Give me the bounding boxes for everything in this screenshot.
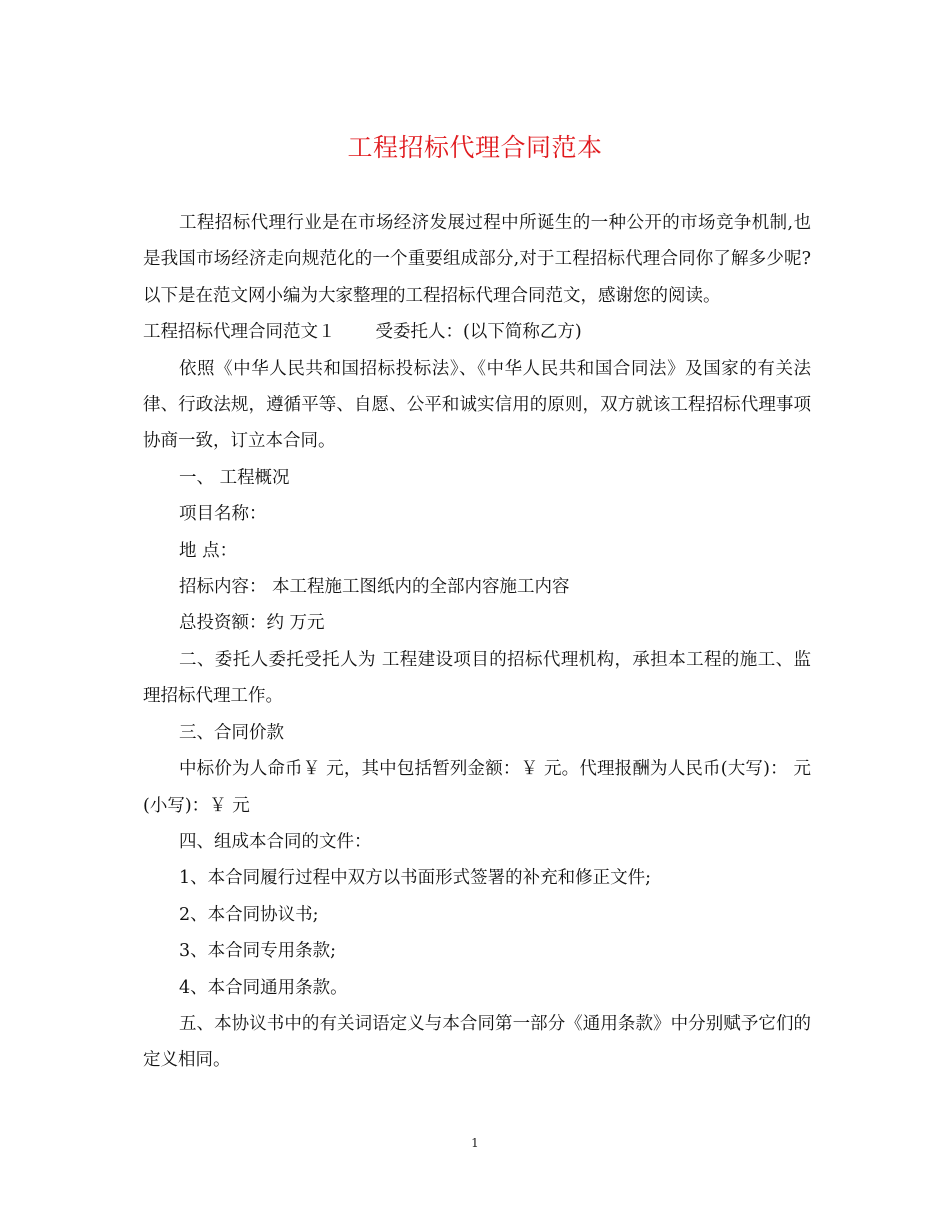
doc-list-item: 3、本合同专用条款; (179, 941, 337, 962)
price-paragraph: 中标价为人命币￥ 元，其中包括暂列金额：￥ 元。代理报酬为人民币(大写)： 元(小写)：￥ 元 (143, 759, 811, 816)
page-number: 1 (471, 1136, 479, 1150)
section1-heading: 一、 工程概况 (179, 467, 290, 488)
section4-heading: 四、组成本合同的文件： (179, 831, 372, 852)
entrusted-party: 受委托人：(以下简称乙方) (375, 322, 582, 343)
tender-content-field: 招标内容： 本工程施工图纸内的全部内容施工内容 (179, 577, 570, 598)
document-body (143, 205, 811, 1079)
doc-list-item: 2、本合同协议书; (179, 904, 319, 925)
sample-heading: 工程招标代理合同范文１ (143, 322, 336, 343)
section2-paragraph: 二、委托人委托受托人为 工程建设项目的招标代理机构，承担本工程的施工、监理招标代理工作。 (143, 649, 811, 707)
basis-paragraph: 依照《中华人民共和国招标投标法》、《中华人民共和国合同法》及国家的有关法律、行政法规，遵循平等、自愿、公平和诚实信用的原则，双方就该工程招标代理事项协商一致，订立本合同。 (143, 358, 811, 452)
section5-paragraph: 五、本协议书中的有关词语定义与本合同第一部分《通用条款》中分别赋予它们的定义相同。 (143, 1013, 811, 1071)
document-title: 工程招标代理合同范本 (347, 133, 603, 162)
location-field: 地 点： (179, 540, 238, 561)
project-name-field: 项目名称： (179, 504, 267, 525)
sample-heading-line (143, 314, 811, 350)
total-investment-field: 总投资额：约 万元 (179, 613, 325, 634)
doc-list-item: 1、本合同履行过程中双方以书面形式签署的补充和修正文件; (179, 868, 652, 889)
doc-list-item: 4、本合同通用条款。 (179, 977, 348, 998)
intro-paragraph: 工程招标代理行业是在市场经济发展过程中所诞生的一种公开的市场竞争机制,也是我国市场经济走向规范化的一个重要组成部分,对于工程招标代理合同你了解多少呢?以下是在范文网小编为大家整理的工程招标代理合同范文，感谢您的阅读。 (143, 213, 811, 306)
section3-heading: 三、合同价款 (179, 722, 284, 743)
